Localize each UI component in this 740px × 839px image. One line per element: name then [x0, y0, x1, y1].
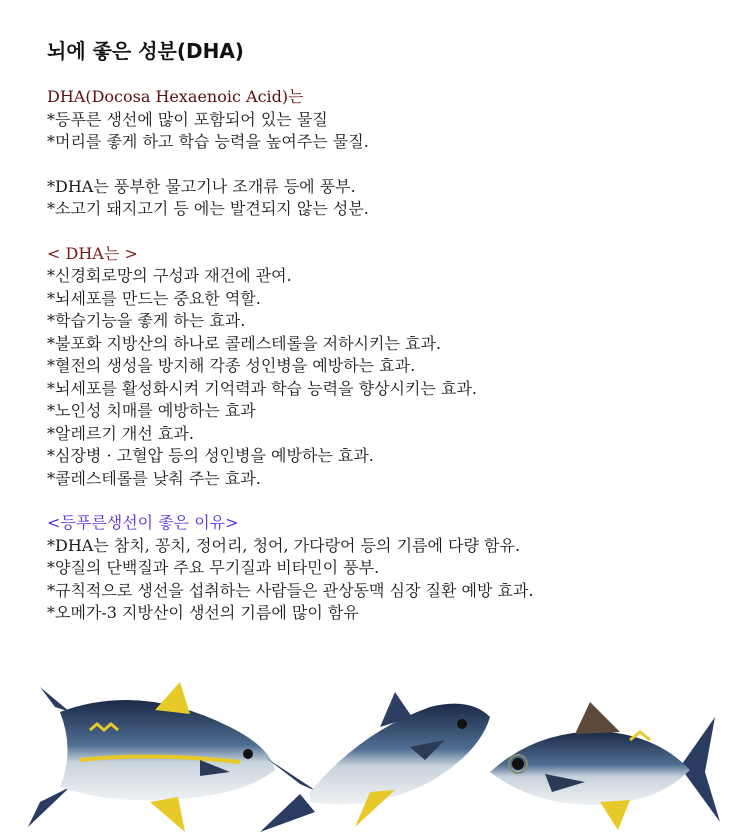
list-item: *뇌세포를 만드는 중요한 역할. — [47, 288, 261, 308]
sources-list — [47, 176, 727, 221]
skipjack-tuna-icon — [490, 702, 720, 830]
list-item: *등푸른 생선에 많이 포함되어 있는 물질 — [47, 109, 328, 129]
page-title: 뇌에 좋은 성분(DHA) — [47, 39, 244, 63]
reasons-section — [47, 512, 727, 625]
intro-list — [47, 109, 727, 154]
list-item: *심장병 · 고혈압 등의 성인병을 예방하는 효과. — [47, 446, 374, 465]
intro-section — [47, 86, 727, 154]
reasons-heading: <등푸른생선이 좋은 이유> — [47, 513, 239, 532]
article — [47, 38, 727, 625]
tuna-illustration — [0, 672, 740, 839]
list-item: *혈전의 생성을 방지해 각종 성인병을 예방하는 효과. — [47, 356, 416, 375]
effects-section — [47, 243, 727, 491]
list-item: *불포화 지방산의 하나로 콜레스테롤을 저하시키는 효과. — [47, 333, 442, 353]
list-item: *DHA는 참치, 꽁치, 정어리, 청어, 가다랑어 등의 기름에 다량 함유. — [47, 535, 521, 555]
list-item: *양질의 단백질과 주요 무기질과 비타민이 풍부. — [47, 558, 380, 577]
reasons-list — [47, 535, 727, 625]
list-item: *콜레스테롤를 낮춰 주는 효과. — [47, 468, 261, 488]
list-item: *규칙적으로 생선을 섭취하는 사람들은 관상동맥 심장 질환 예방 효과. — [47, 580, 534, 600]
intro-heading: DHA(Docosa Hexaenoic Acid)는 — [47, 87, 304, 106]
bluefin-tuna-icon — [260, 692, 490, 832]
yellowfin-tuna-icon — [28, 682, 275, 832]
effects-heading: < DHA는 > — [47, 243, 138, 263]
effects-list — [47, 265, 727, 490]
list-item: *알레르기 개선 효과. — [47, 423, 194, 443]
sources-section — [47, 176, 727, 221]
list-item: *뇌세포를 활성화시켜 기억력과 학습 능력을 향상시키는 효과. — [47, 378, 478, 398]
list-item: *학습기능을 좋게 하는 효과. — [47, 311, 246, 330]
list-item: *신경회로망의 구성과 재건에 관여. — [47, 266, 292, 285]
list-item: *DHA는 풍부한 물고기나 조개류 등에 풍부. — [47, 176, 356, 196]
list-item: *머리를 좋게 하고 학습 능력을 높여주는 물질. — [47, 132, 369, 151]
list-item: *오메가-3 지방산이 생선의 기름에 많이 함유 — [47, 603, 359, 622]
list-item: *소고기 돼지고기 등 에는 발견되지 않는 성분. — [47, 199, 369, 218]
list-item: *노인성 치매를 예방하는 효과 — [47, 401, 256, 420]
